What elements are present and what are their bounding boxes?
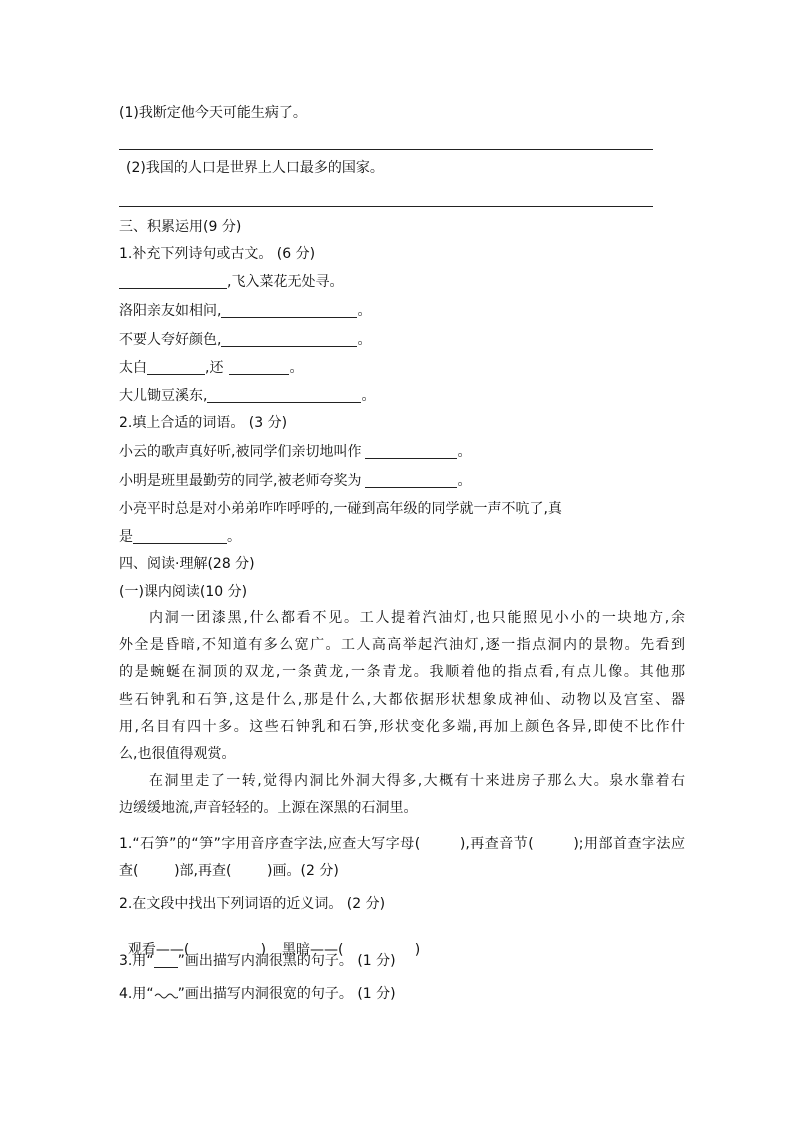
word-fill-line-3: 小亮平时总是对小弟弟咋咋呼呼的,一碰到高年级的同学就一声不吭了,真 [119,501,562,517]
poem-line-3 [119,331,371,349]
fill-blank[interactable] [207,388,361,403]
answer-line-1 [119,149,653,150]
paragraph-line: 边缓缓地流,声音轻轻的。上源在深黑的石洞里。 [119,800,418,817]
straight-underline-icon [154,957,178,968]
sentence-item-1: (1)我断定他今天可能生病了。 [119,105,307,121]
paragraph-line: 些石钟乳和石笋,这是什么,那是什么,大都依据形状想象成神仙、动物以及宫室、器 [119,691,685,708]
question-text: 4.用“ [119,986,154,1002]
end-mark: 。 [457,473,472,489]
question-4-1 [119,831,685,885]
poem-line-1 [119,273,343,291]
end-mark: 。 [457,444,472,460]
end-mark: 。 [289,360,304,376]
wavy-underline-icon [154,989,178,999]
subsection-1-title: (一)课内阅读(10 分) [119,584,248,600]
word-fill-line-2 [119,472,471,490]
poem-text: ,还 [205,360,224,376]
fill-blank[interactable] [133,529,227,544]
paragraph-line: 在洞里走了一转,觉得内洞比外洞大得多,大概有十来进房子那么大。泉水靠着右 [149,773,685,789]
section-4-title: 四、阅读·理解(28 分) [119,556,255,572]
question-text: 3.用“ [119,953,154,969]
paragraph-line: 内洞一团漆黑,什么都看不见。工人提着汽油灯,也只能照见小小的一块地方,余 [149,610,685,626]
end-mark: 。 [357,332,372,348]
answer-line-2 [119,206,653,207]
fill-blank[interactable] [119,274,227,289]
end-mark: 。 [357,303,372,319]
poem-text: ,飞入菜花无处寻。 [227,274,344,290]
question-text: ”画出描写内洞很黑的句子。 (1 分) [177,953,396,969]
section-3-title: 三、积累运用(9 分) [119,219,242,235]
paragraph-line: 的是蜿蜒在洞顶的双龙,一条黄龙,一条青龙。我顺着他的指点看,有点儿像。其他那 [119,664,685,681]
poem-line-2 [119,302,371,320]
poem-text: 大儿锄豆溪东, [119,388,208,404]
fill-blank[interactable] [147,360,205,375]
end-mark: 。 [227,529,241,545]
poem-text: 太白 [119,360,147,376]
sentence-item-2: (2)我国的人口是世界上人口最多的国家。 [126,160,384,176]
question-3-2-title: 2.填上合适的词语。 (3 分) [119,415,288,431]
paragraph-line: 么,也很值得观赏。 [119,746,236,763]
reading-paragraph-2 [119,768,685,822]
question-4-3 [119,952,396,970]
question-text: ”画出描写内洞很宽的句子。 (1 分) [177,986,396,1002]
question-4-4 [119,985,396,1003]
synonym-pair-1: 观看——( ) [127,942,267,958]
fill-blank[interactable] [229,360,289,375]
question-4-2-title: 2.在文段中找出下列词语的近义词。 (2 分) [119,896,386,912]
fill-blank[interactable] [221,332,357,347]
synonym-pair-2: 黑暗——( ) [282,942,421,958]
reading-paragraph-1 [119,605,685,768]
word-fill-line-4 [119,528,241,546]
word-fill-line-1 [119,443,471,461]
question-line: 1.“石笋”的“笋”字用音序查字法,应查大写字母( ),再查音节( );用部首查字法应 [119,836,685,852]
word-fill-text: 小云的歌声真好听,被同学们亲切地叫作 [119,444,362,460]
poem-line-5 [119,387,375,405]
poem-text: 洛阳亲友如相问, [119,303,222,319]
fill-blank[interactable] [365,444,457,459]
word-fill-text: 是 [119,529,133,545]
fill-blank[interactable] [365,473,457,488]
word-fill-text: 小明是班里最勤劳的同学,被老师夸奖为 [119,473,362,489]
question-3-1-title: 1.补充下列诗句或古文。 (6 分) [119,246,316,262]
paragraph-line: 用,名目有四十多。这些石钟乳和石笋,形状变化多端,再加上颜色各异,即使不比作什 [119,718,685,735]
fill-blank[interactable] [221,303,357,318]
poem-line-4 [119,359,303,377]
question-line: 查( )部,再查( )画。(2 分) [119,863,339,880]
poem-text: 不要人夸好颜色, [119,332,222,348]
end-mark: 。 [361,388,376,404]
paragraph-line: 外全是昏暗,不知道有多么宽广。工人高高举起汽油灯,逐一指点洞内的景物。先看到 [119,637,685,654]
